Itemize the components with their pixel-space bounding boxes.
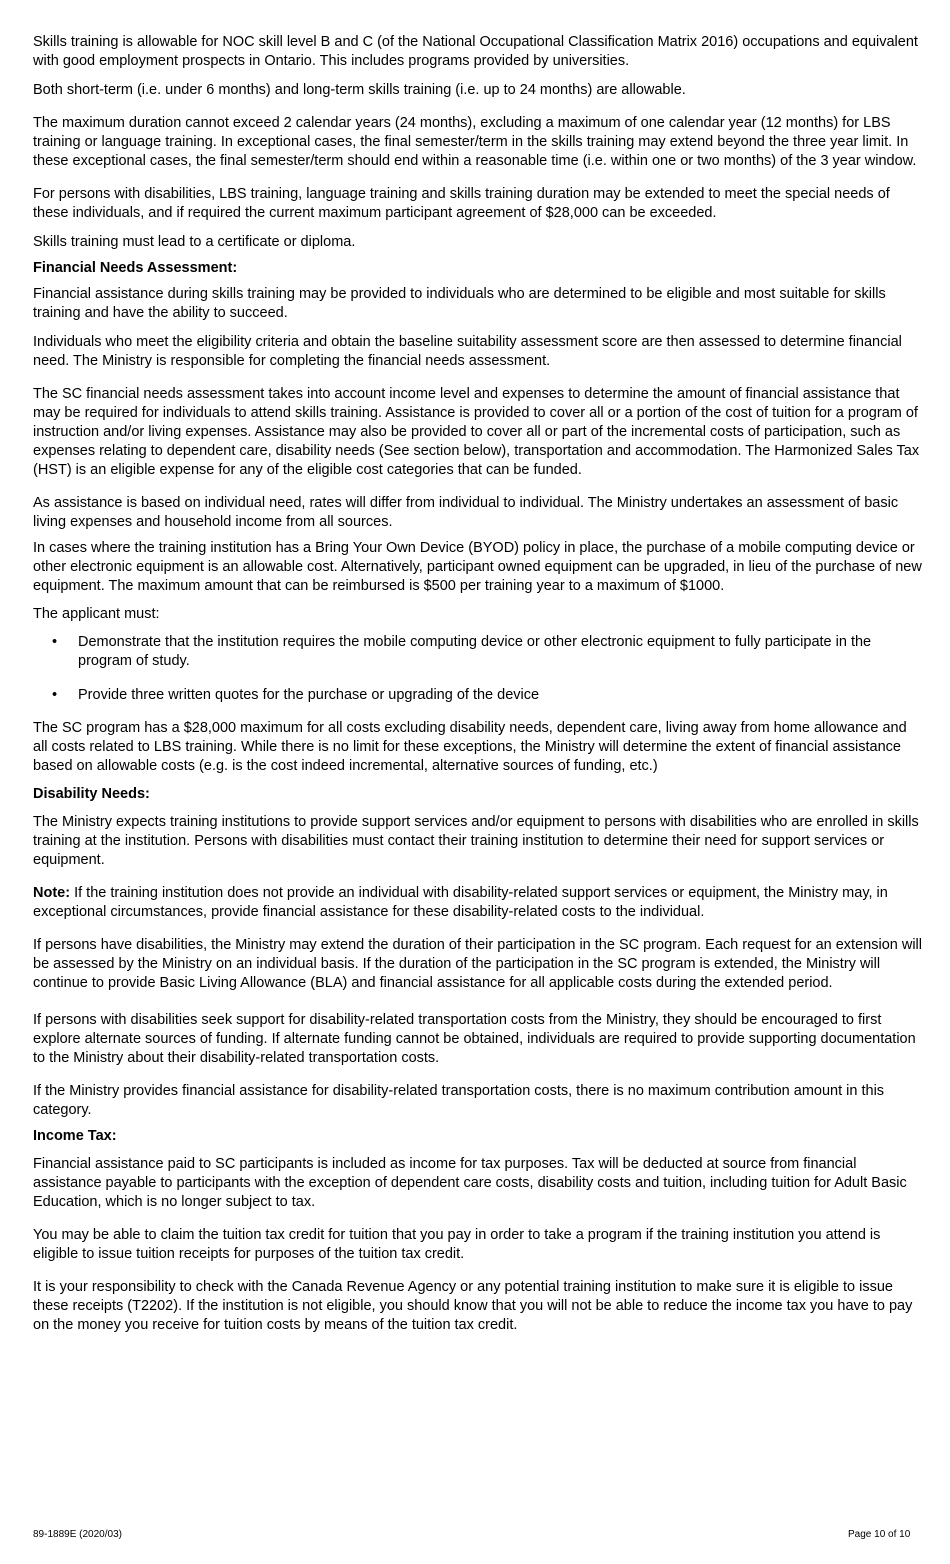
bullet-icon: • [52,634,58,650]
heading-disability-needs: Disability Needs: [33,786,150,802]
paragraph-program-maximum: The SC program has a $28,000 maximum for all costs excluding disability needs, dependent care, living away from home allowance and all costs related to LBS training. While there is no limit for these exceptions, the Ministry will determine the extent of financial assistance based on allowable costs (e.g. is the cost indeed incremental, alternative sources of funding, etc.) [33,720,907,774]
applicant-requirements-list [33,633,923,705]
document-body [33,33,923,1335]
paragraph-applicant-must: The applicant must: [33,606,160,622]
paragraph-disabilities-extension: For persons with disabilities, LBS training, language training and skills training duration may be extended to meet the special needs of these individuals, and if required the current maximum participant agreement of $28,000 can be exceeded. [33,186,890,221]
paragraph-byod-policy: In cases where the training institution has a Bring Your Own Device (BYOD) policy in place, the purchase of a mobile computing device or other electronic equipment is an allowable cost. Alternatively, participant owned equipment can be upgraded, in lieu of the purchase of new equipment. The maximum amount that can be reimbursed is $500 per training year to a maximum of $1000. [33,540,922,594]
form-number: 89-1889E (2020/03) [33,1529,122,1540]
paragraph-tuition-tax-credit: You may be able to claim the tuition tax credit for tuition that you pay in order to take a program if the training institution you attend is eligible to issue tuition receipts for purposes of the tuition tax credit. [33,1227,881,1262]
list-item [33,633,923,671]
heading-income-tax: Income Tax: [33,1128,117,1144]
list-item [33,686,923,705]
paragraph-individual-need: As assistance is based on individual need, rates will differ from individual to individual. The Ministry undertakes an assessment of basic living expenses and household income from all sources. [33,495,899,530]
page-number: Page 10 of 10 [848,1529,911,1540]
paragraph-duration-extension: If persons have disabilities, the Ministry may extend the duration of their participation in the SC program. Each request for an extension will be assessed by the Ministry on an individual basis. If the duration of the participation in the SC program is extended, the Ministry will continue to provide Basic Living Allowance (BLA) and financial assistance for all applicable costs during the extended period. [33,937,922,991]
paragraph-sc-needs-assessment: The SC financial needs assessment takes into account income level and expenses to determine the amount of financial assistance that may be required for individuals to attend skills training. Assistance is provided to cover all or a portion of the cost of tuition for a program of instruction and/or living expenses. Assistance may also be provided to cover all or part of the incremental costs of participation, such as expenses relating to dependent care, disability needs (See section below), transportation and accommodation. The Harmonized Sales Tax (HST) is an eligible expense for any of the eligible cost categories that can be funded. [33,386,920,478]
paragraph-training-length: Both short-term (i.e. under 6 months) and long-term skills training (i.e. up to 24 months) are allowable. [33,82,686,98]
paragraph-financial-assistance: Financial assistance during skills training may be provided to individuals who are determined to be eligible and most suitable for skills training and have the ability to succeed. [33,286,886,321]
bullet-icon: • [52,687,58,703]
paragraph-eligibility-criteria: Individuals who meet the eligibility criteria and obtain the baseline suitability assessment score are then assessed to determine financial need. The Ministry is responsible for completing the financial needs assessment. [33,334,902,369]
paragraph-note [33,884,923,922]
list-item-text: Demonstrate that the institution requires the mobile computing device or other electronic equipment to fully participate in the program of study. [78,634,872,669]
note-label: Note: [33,885,71,901]
heading-financial-needs-assessment: Financial Needs Assessment: [33,260,238,276]
paragraph-certificate-requirement: Skills training must lead to a certificate or diploma. [33,234,356,250]
paragraph-noc-skill-level: Skills training is allowable for NOC skill level B and C (of the National Occupational Classification Matrix 2016) occupations and equivalent with good employment prospects in Ontario. This includes programs provided by universities. [33,34,918,69]
paragraph-institution-support: The Ministry expects training institutions to provide support services and/or equipment to persons with disabilities who are enrolled in skills training at the institution. Persons with disabilities must contact their training institution to determine their need for support services or equipment. [33,814,919,868]
paragraph-transportation-support: If persons with disabilities seek support for disability-related transportation costs from the Ministry, they should be encouraged to first explore alternate sources of funding. If alternate funding cannot be obtained, individuals are required to provide supporting documentation to the Ministry about their disability-related transportation costs. [33,1012,916,1066]
paragraph-maximum-duration: The maximum duration cannot exceed 2 calendar years (24 months), excluding a maximum of one calendar year (12 months) for LBS training or language training. In exceptional cases, the final semester/term in the skills training may extend beyond the three year limit. In these exceptional cases, the final semester/term should end within a reasonable time (i.e. within one or two months) of the 3 year window. [33,115,917,169]
list-item-text: Provide three written quotes for the purchase or upgrading of the device [78,687,540,703]
paragraph-taxable-assistance: Financial assistance paid to SC participants is included as income for tax purposes. Tax will be deducted at source from financial assistance payable to participants with the exception of dependent care costs, disability costs and tuition, including tuition for Adult Basic Education, which is no longer subject to tax. [33,1156,907,1210]
paragraph-cra-responsibility: It is your responsibility to check with the Canada Revenue Agency or any potential training institution to make sure it is eligible to issue these receipts (T2202). If the institution is not eligible, you should know that you will not be able to reduce the income tax you have to pay on the money you receive for tuition costs by means of the tuition tax credit. [33,1279,913,1333]
note-text: If the training institution does not provide an individual with disability-related support services or equipment, the Ministry may, in exceptional circumstances, provide financial assistance for these disability-related costs to the individual. [33,885,888,920]
paragraph-no-maximum-contribution: If the Ministry provides financial assistance for disability-related transportation costs, there is no maximum contribution amount in this category. [33,1083,885,1118]
